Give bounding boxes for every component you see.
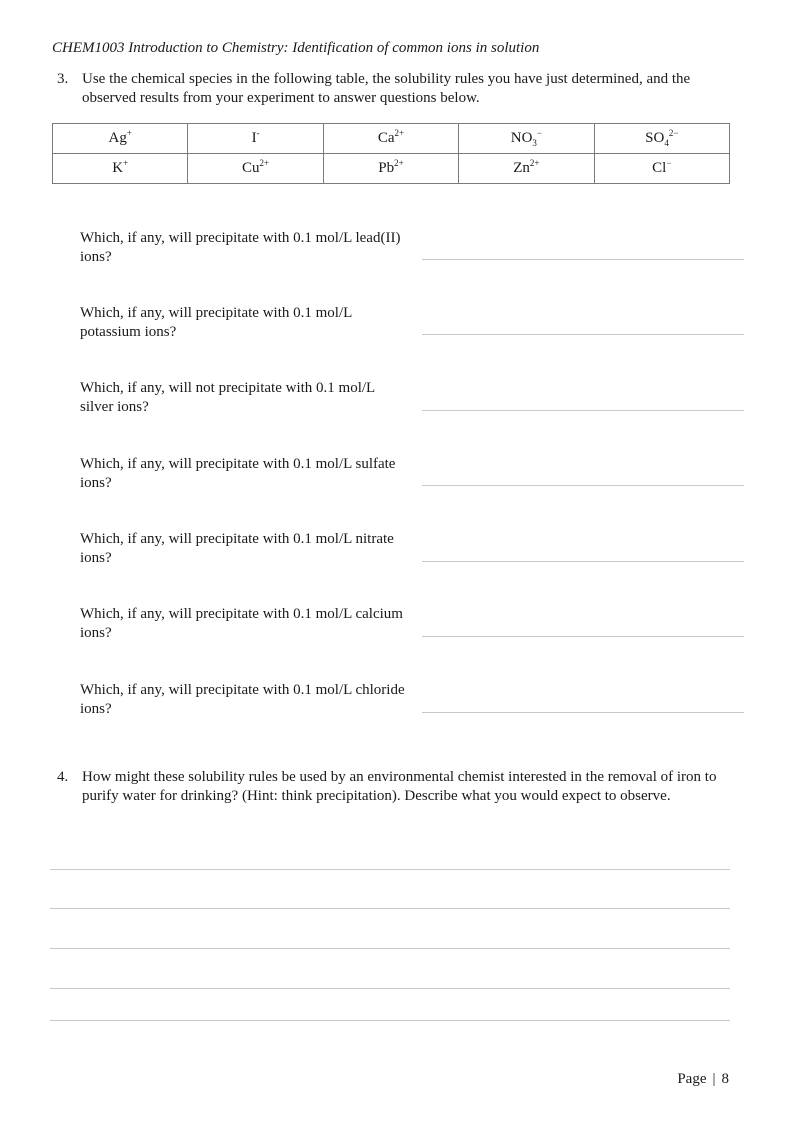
writing-line[interactable] bbox=[50, 869, 730, 870]
answer-line-silver-ions[interactable] bbox=[422, 410, 744, 411]
sub-question-potassium-ions: Which, if any, will precipitate with 0.1 mol/L potassium ions? bbox=[80, 305, 352, 340]
sub-question-silver-ions: Which, if any, will not precipitate with 0.1 mol/L silver ions? bbox=[80, 380, 375, 415]
answer-line-calcium-ions[interactable] bbox=[422, 636, 744, 637]
table-cell: K+ bbox=[53, 154, 188, 184]
table-cell: $SO_4^{2-}$ bbox=[594, 124, 729, 154]
table-row bbox=[53, 124, 730, 154]
table-cell: $Ca^{2+}$ bbox=[323, 124, 458, 154]
table-cell: Cl− bbox=[594, 154, 729, 184]
table-cell: $Zn^{2+}$ bbox=[459, 154, 594, 184]
answer-line-potassium-ions[interactable] bbox=[422, 334, 744, 335]
page-number: 8 bbox=[721, 1071, 729, 1087]
sub-question-sulfate-ions: Which, if any, will precipitate with 0.1 mol/L sulfate ions? bbox=[80, 456, 396, 491]
question-4-number: 4. bbox=[57, 769, 69, 785]
table-cell: I- bbox=[188, 124, 323, 154]
question-4-text: How might these solubility rules be used by an environmental chemist interested in the removal of iron to purify water for drinking? (Hint: think precipitation). Describe what you would expect to observe. bbox=[82, 769, 717, 804]
answer-line-sulfate-ions[interactable] bbox=[422, 485, 744, 486]
writing-line[interactable] bbox=[50, 1020, 730, 1021]
ion-species-table bbox=[52, 123, 730, 184]
table-row bbox=[53, 154, 730, 184]
document-header-title: CHEM1003 Introduction to Chemistry: Identification of common ions in solution bbox=[52, 40, 540, 56]
question-3-text: Use the chemical species in the following table, the solubility rules you have just determined, and the observed results from your experiment to answer questions below. bbox=[82, 71, 691, 106]
answer-line-nitrate-ions[interactable] bbox=[422, 561, 744, 562]
writing-line[interactable] bbox=[50, 948, 730, 949]
sub-question-chloride-ions: Which, if any, will precipitate with 0.1 mol/L chloride ions? bbox=[80, 682, 405, 717]
sub-question-lead-ions: Which, if any, will precipitate with 0.1 mol/L lead(II) ions? bbox=[80, 230, 401, 265]
footer-separator: | bbox=[712, 1071, 716, 1087]
page-footer bbox=[677, 1071, 729, 1088]
table-cell: Ag+ bbox=[53, 124, 188, 154]
table-cell: $Pb^{2+}$ bbox=[323, 154, 458, 184]
sub-question-nitrate-ions: Which, if any, will precipitate with 0.1 mol/L nitrate ions? bbox=[80, 531, 394, 566]
question-3-number: 3. bbox=[57, 71, 69, 87]
table-cell: $NO_3^-$ bbox=[459, 124, 594, 154]
writing-line[interactable] bbox=[50, 908, 730, 909]
answer-line-lead-ions[interactable] bbox=[422, 259, 744, 260]
sub-question-calcium-ions: Which, if any, will precipitate with 0.1 mol/L calcium ions? bbox=[80, 606, 403, 641]
writing-line[interactable] bbox=[50, 988, 730, 989]
page-label: Page bbox=[677, 1071, 707, 1087]
answer-line-chloride-ions[interactable] bbox=[422, 712, 744, 713]
table-cell: $Cu^{2+}$ bbox=[188, 154, 323, 184]
